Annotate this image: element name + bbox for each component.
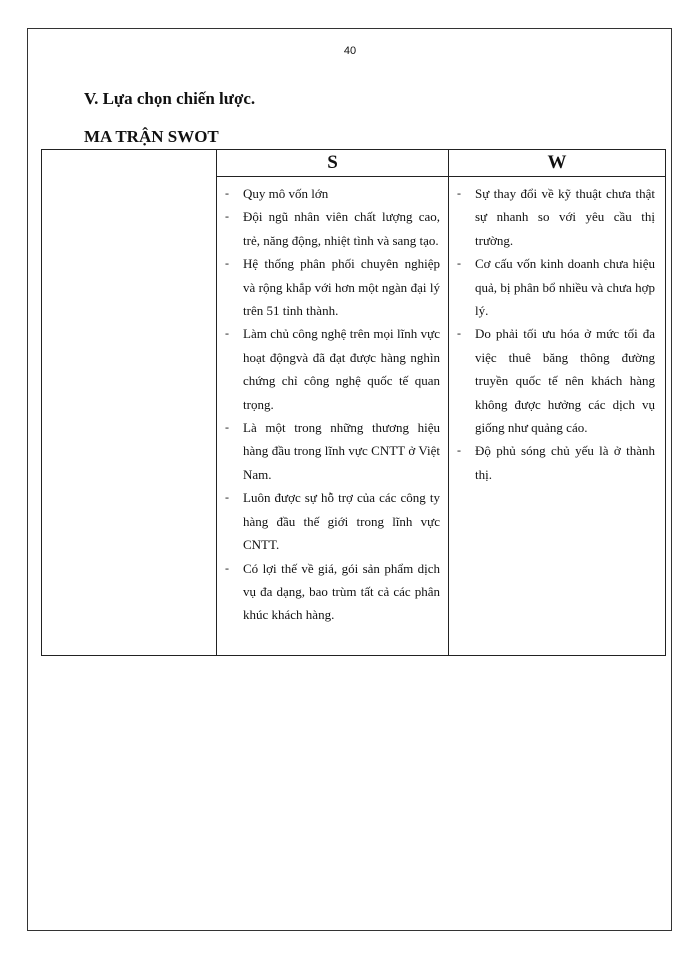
strength-text: Có lợi thế về giá, gói sản phẩm dịch vụ đa dạng, bao trùm tất cả các phân khúc khách hàng. <box>243 560 440 623</box>
weakness-item <box>457 439 655 486</box>
section-title: V. Lựa chọn chiến lược. <box>84 89 256 108</box>
bullet-dash: - <box>225 186 229 200</box>
strength-text: Làm chủ công nghệ trên mọi lĩnh vực hoạt độngvà đã đạt được hàng nghìn chứng chỉ công nghệ quốc tế quan trọng. <box>243 326 440 412</box>
bullet-dash: - <box>457 443 461 458</box>
strength-item <box>225 205 440 252</box>
weakness-item <box>457 252 655 322</box>
weakness-item <box>457 322 655 439</box>
strength-text: Hệ thống phân phối chuyên nghiệp và rộng khắp với hơn một ngàn đại lý trên 51 tỉnh thành. <box>243 256 440 319</box>
swot-matrix-table <box>41 149 666 656</box>
weakness-text: Sự thay đổi về kỹ thuật chưa thật sự nhanh so với yêu cầu thị trường. <box>475 186 655 248</box>
strengths-header: S <box>217 150 449 177</box>
matrix-title: MA TRẬN SWOT <box>84 127 219 146</box>
strength-item <box>225 416 440 486</box>
weakness-text: Cơ cấu vốn kinh doanh chưa hiệu quả, bị phân bổ nhiều và chưa hợp lý. <box>475 256 655 319</box>
bullet-dash: - <box>225 420 229 435</box>
bullet-dash: - <box>457 186 461 200</box>
strengths-list <box>217 177 448 630</box>
strength-text: Đội ngũ nhân viên chất lượng cao, trẻ, năng động, nhiệt tình và sang tạo. <box>243 209 440 248</box>
empty-corner-cell <box>42 150 217 656</box>
bullet-dash: - <box>457 326 461 341</box>
strength-text: Luôn được sự hỗ trợ của các công ty hàng đầu thế giới trong lĩnh vực CNTT. <box>243 490 440 553</box>
swot-header-row <box>42 150 666 177</box>
strength-text: Là một trong những thương hiệu hàng đầu trong lĩnh vực CNTT ở Việt Nam. <box>243 420 440 482</box>
strength-item <box>225 486 440 556</box>
bullet-dash: - <box>225 490 229 505</box>
strength-item <box>225 182 440 205</box>
weaknesses-cell <box>449 177 666 656</box>
bullet-dash: - <box>457 256 461 271</box>
weaknesses-list <box>449 177 665 489</box>
strength-item <box>225 322 440 416</box>
page-number: 40 <box>343 45 357 57</box>
strengths-cell <box>217 177 449 656</box>
weakness-text: Do phải tối ưu hóa ở mức tối đa việc thuê băng thông đường truyền quốc tế nên khách hàng không được hưởng các dịch vụ giống như quảng cáo. <box>475 326 655 436</box>
strength-item <box>225 252 440 322</box>
weakness-item <box>457 182 655 252</box>
strength-item <box>225 557 440 627</box>
bullet-dash: - <box>225 560 229 575</box>
strength-text: Quy mô vốn lớn <box>243 186 329 201</box>
bullet-dash: - <box>225 256 229 271</box>
bullet-dash: - <box>225 209 229 224</box>
weaknesses-header: W <box>449 150 666 177</box>
weakness-text: Độ phủ sóng chủ yếu là ở thành thị. <box>475 443 655 482</box>
bullet-dash: - <box>225 326 229 341</box>
